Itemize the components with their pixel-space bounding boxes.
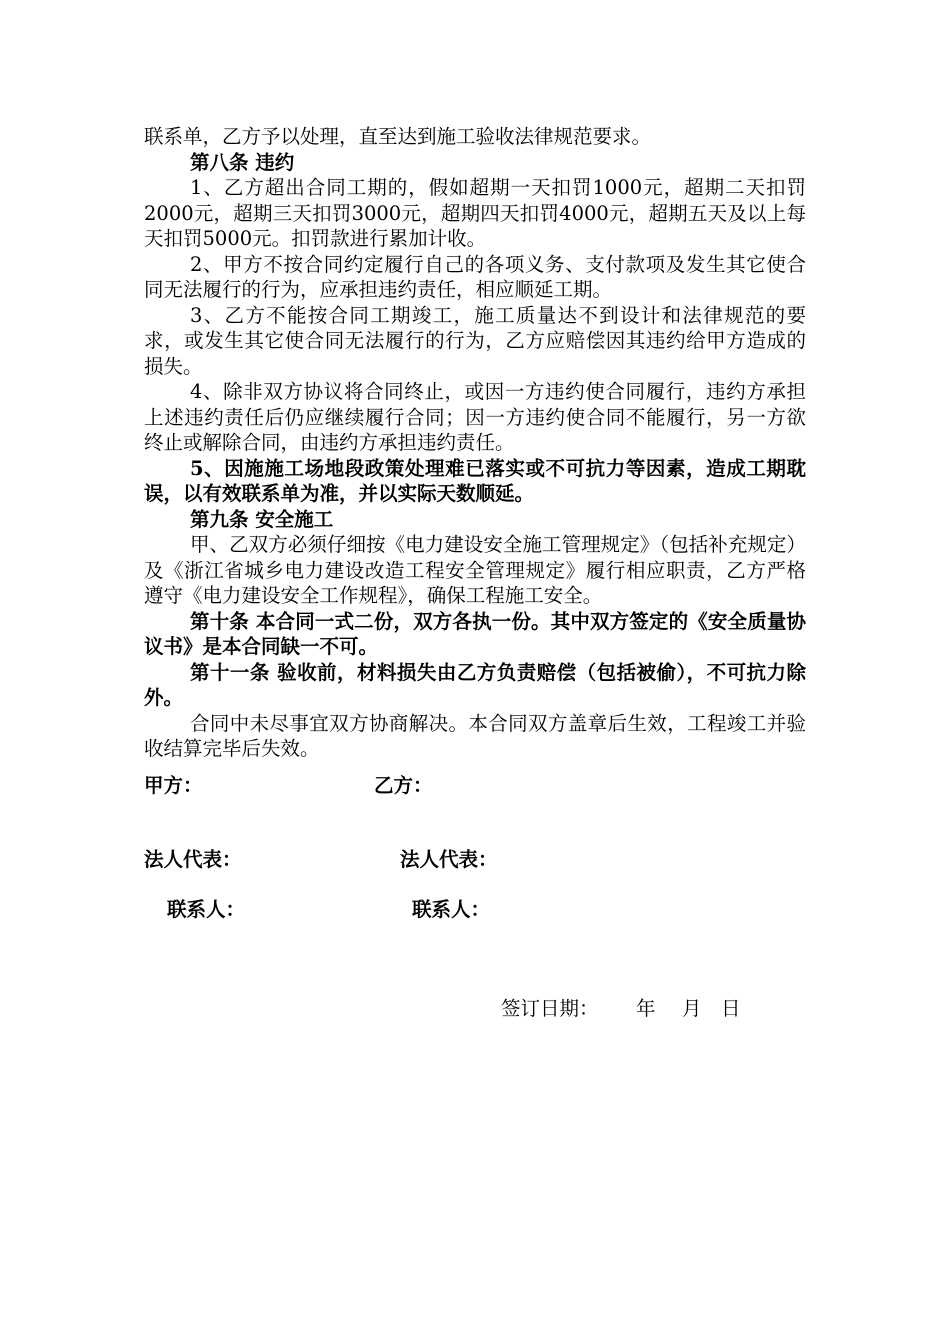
article-11: 第十一条 验收前，材料损失由乙方负责赔偿（包括被偷），不可抗力除外。 (144, 660, 806, 709)
article-8-clause-1: 1、乙方超出合同工期的，假如超期一天扣罚1000元，超期二天扣罚2000元，超期三天扣罚3000元，超期四天扣罚4000元，超期五天及以上每天扣罚5000元。扣罚款进行累加计收。 (144, 176, 806, 250)
contact-b-label: 联系人： (412, 898, 491, 921)
article-8-clause-3: 3、乙方不能按合同工期竣工，施工质量达不到设计和法律规范的要求，或发生其它使合同无法履行的行为，乙方应赔偿因其违约给甲方造成的损失。 (144, 303, 806, 378)
contact-a-label: 联系人： (167, 898, 246, 921)
article-8-clause-2: 2、甲方不按合同约定履行自己的各项义务、支付款项及发生其它使合同无法履行的行为，应承担违约责任，相应顺延工期。 (144, 252, 806, 301)
party-b-label: 乙方： (374, 774, 433, 797)
party-a-label: 甲方： (144, 774, 203, 797)
date-month: 月 (682, 997, 702, 1020)
signing-date-label: 签订日期： (501, 997, 599, 1020)
article-9-body: 甲、乙双方必须仔细按《电力建设安全施工管理规定》（包括补充规定）及《浙江省城乡电力建设改造工程安全管理规定》履行相应职责，乙方严格遵守《电力建设安全工作规程》，确保工程施工安全。 (144, 533, 806, 607)
closing-clause: 合同中未尽事宜双方协商解决。本合同双方盖章后生效，工程竣工并验收结算完毕后失效。 (144, 711, 806, 760)
contract-body (144, 124, 806, 762)
article-8-heading: 第八条 违约 (190, 150, 295, 174)
article-10: 第十条 本合同一式二份，双方各执一份。其中双方签定的《安全质量协议书》是本合同缺一不可。 (144, 609, 806, 658)
date-day: 日 (721, 997, 741, 1020)
date-year: 年 (636, 997, 656, 1020)
legal-rep-b-label: 法人代表： (400, 848, 498, 871)
article-8-clause-5: 5、因施施工场地段政策处理难已落实或不可抗力等因素，造成工期耽误，以有效联系单为准，并以实际天数顺延。 (144, 456, 806, 505)
legal-rep-a-label: 法人代表： (144, 848, 242, 871)
article-9-heading: 第九条 安全施工 (190, 507, 334, 531)
paragraph-continuation: 联系单，乙方予以处理，直至达到施工验收法律规范要求。 (144, 125, 652, 148)
article-8-clause-4: 4、除非双方协议将合同终止，或因一方违约使合同履行，违约方承担上述违约责任后仍应继续履行合同；因一方违约使合同不能履行，另一方欲终止或解除合同，由违约方承担违约责任。 (144, 380, 806, 454)
